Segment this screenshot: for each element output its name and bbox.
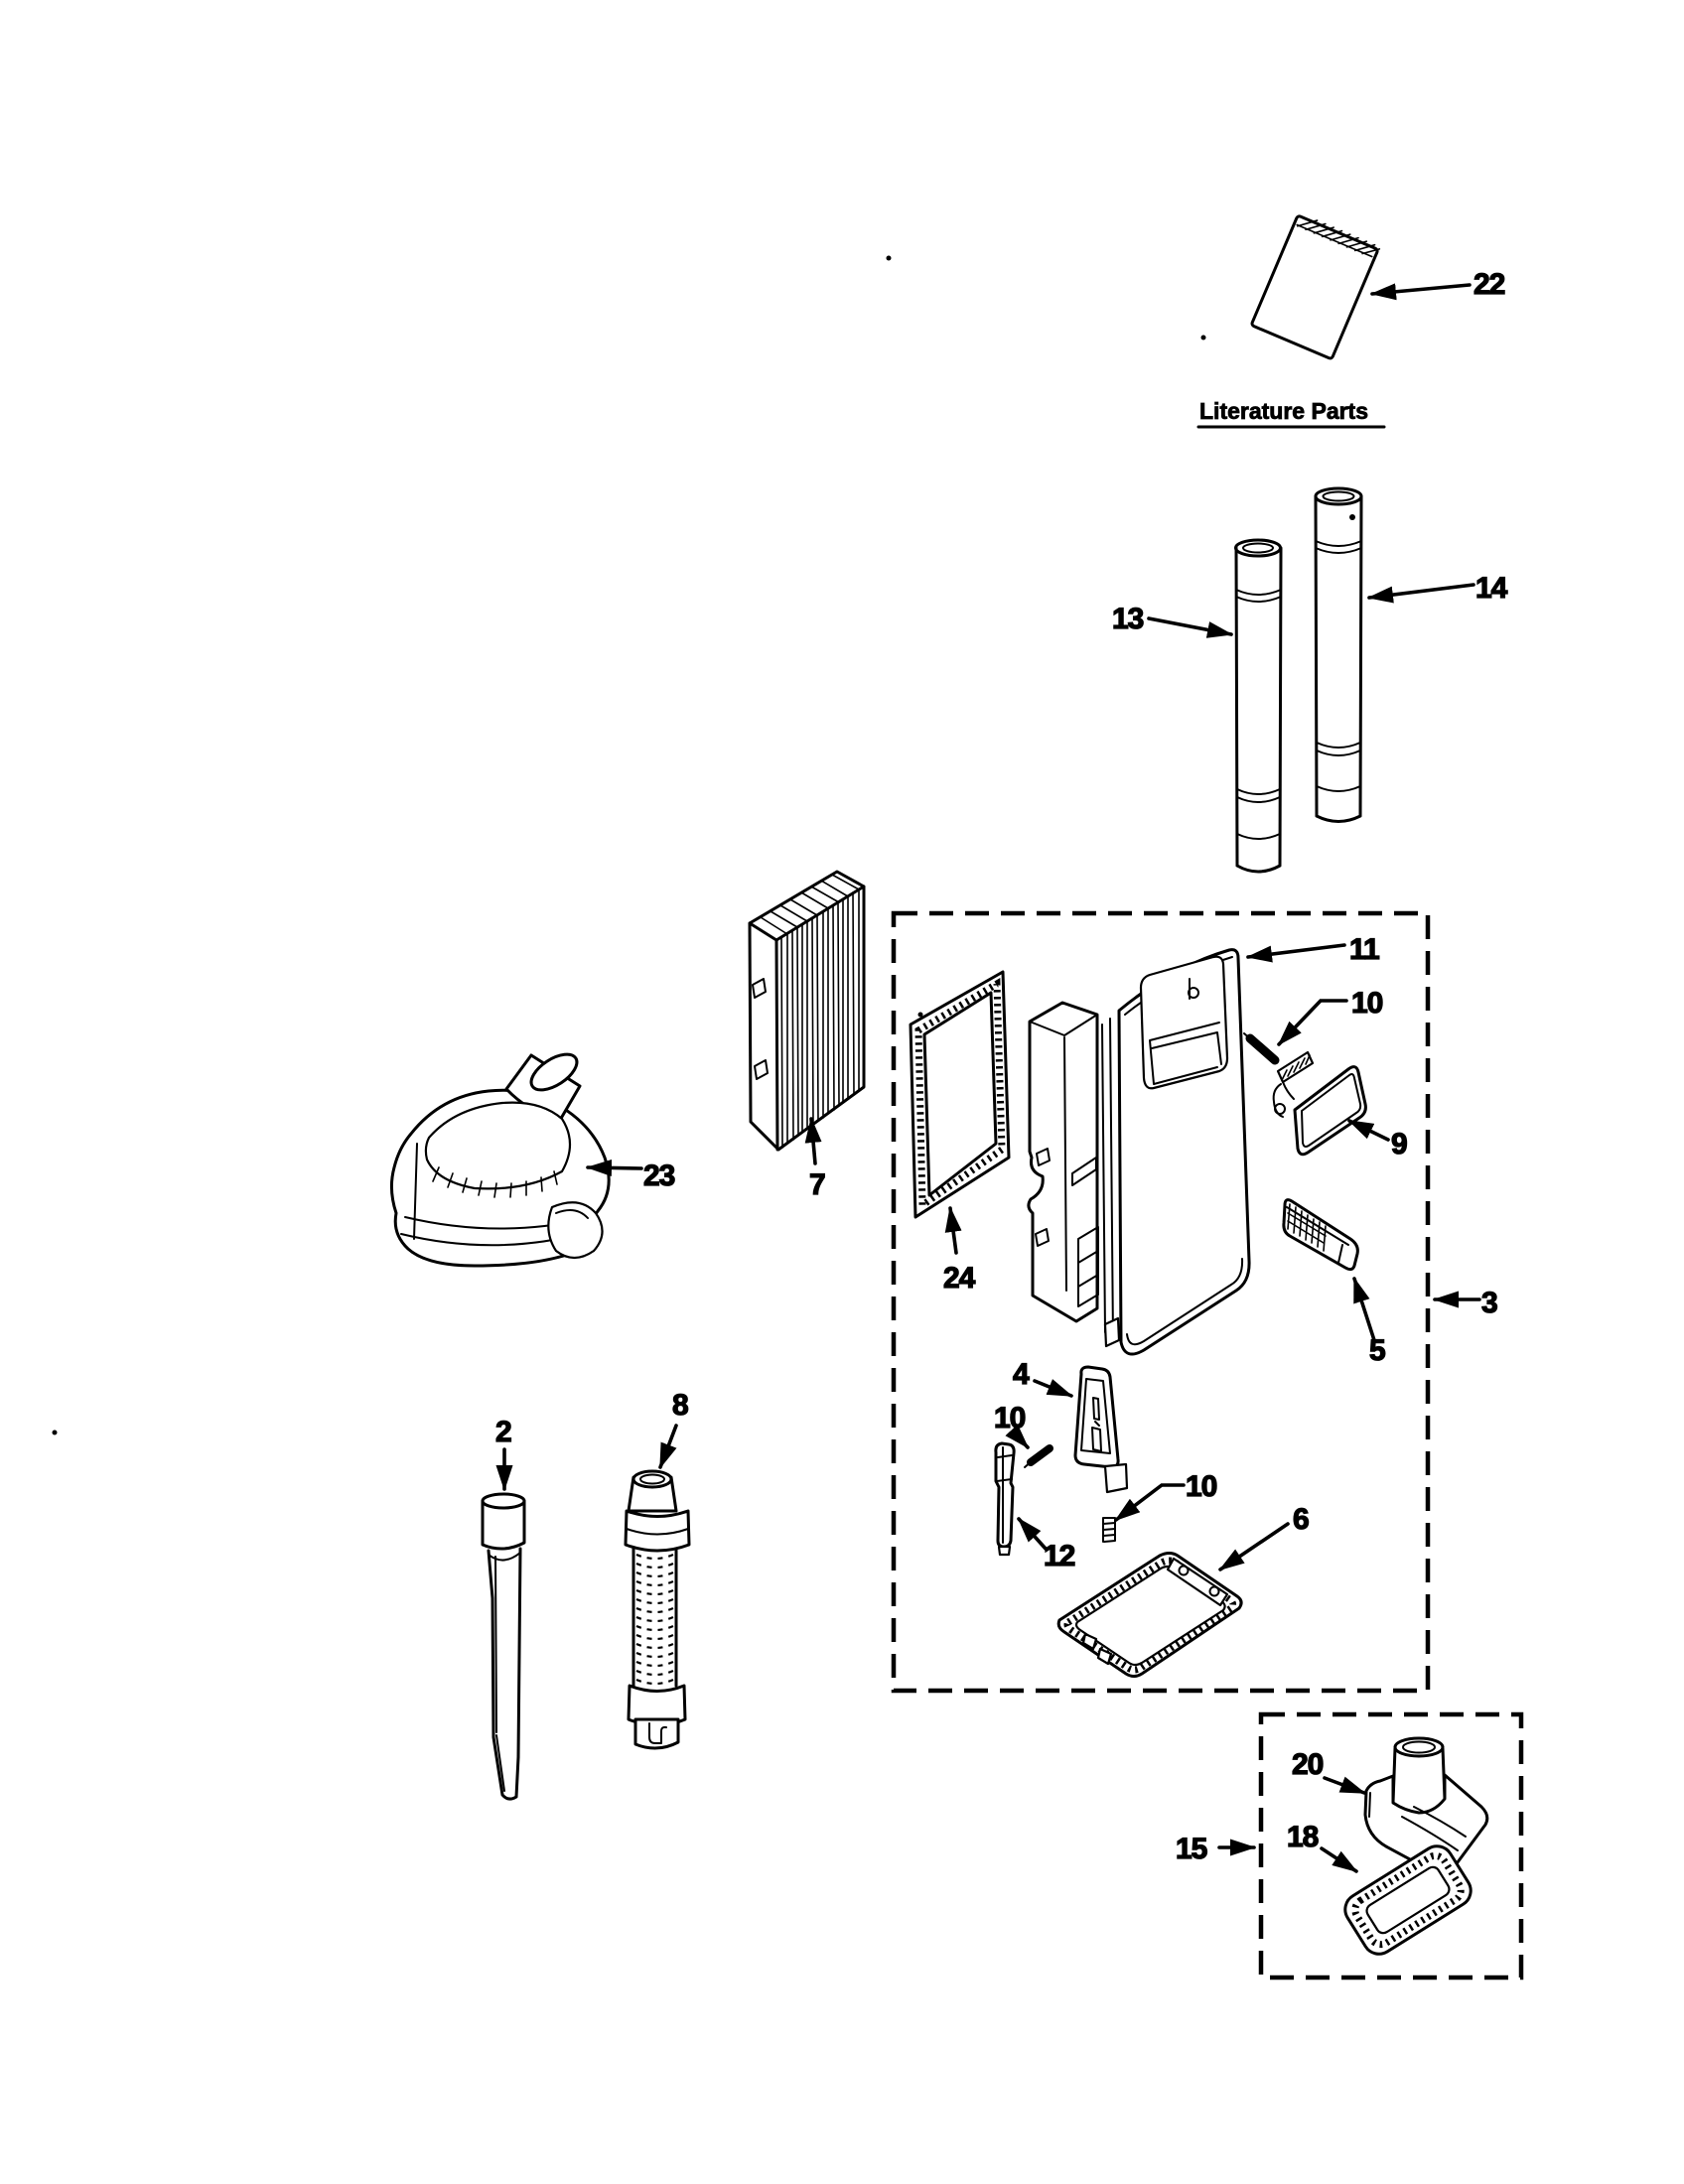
callout-14: 14: [1475, 572, 1507, 605]
callout-3: 3: [1481, 1287, 1497, 1319]
callout-10-spring: 10: [1186, 1470, 1217, 1503]
leader-8: [660, 1426, 676, 1467]
callout-12: 12: [1044, 1540, 1075, 1572]
part-crevice-tool: [483, 1494, 524, 1799]
part-booklet: [1251, 212, 1380, 359]
part-front-cover: [1102, 950, 1249, 1354]
leader-11: [1248, 945, 1344, 957]
leader-22: [1372, 285, 1470, 294]
callout-20: 20: [1292, 1748, 1324, 1781]
leader-5: [1354, 1279, 1374, 1340]
callout-10-mid: 10: [994, 1402, 1026, 1434]
callout-15: 15: [1176, 1833, 1207, 1865]
leader-14: [1369, 585, 1474, 598]
leader-20: [1325, 1778, 1364, 1793]
callout-13: 13: [1112, 603, 1144, 635]
callout-18: 18: [1287, 1821, 1319, 1853]
part-rear-housing: [1029, 1003, 1098, 1321]
leader-24: [950, 1208, 956, 1253]
callout-23: 23: [643, 1160, 675, 1192]
callout-5: 5: [1369, 1334, 1385, 1367]
part-base-tray: [1058, 1554, 1241, 1677]
callout-6: 6: [1293, 1503, 1309, 1536]
leader-23: [588, 1167, 641, 1168]
part-spring: [1103, 1518, 1115, 1542]
leader-9: [1349, 1121, 1388, 1140]
callout-7: 7: [809, 1168, 825, 1201]
callout-11: 11: [1349, 933, 1379, 966]
part-turbo-brush: [391, 1047, 609, 1266]
part-grille: [1284, 1200, 1357, 1270]
leader-10-spring: [1116, 1485, 1184, 1520]
part-hose: [626, 1471, 689, 1748]
part-filter-frame: [911, 972, 1009, 1217]
callout-10-upper: 10: [1351, 987, 1383, 1020]
leader-7: [811, 1119, 815, 1163]
leader-12: [1019, 1519, 1046, 1549]
callout-2: 2: [495, 1416, 511, 1448]
part-door: [1274, 1052, 1366, 1155]
leader-10-mid: [1015, 1433, 1028, 1447]
part-pin-upper: [1244, 1033, 1275, 1060]
section-title: Literature Parts: [1199, 398, 1369, 424]
leader-10-upper: [1279, 1001, 1346, 1044]
callout-9: 9: [1391, 1128, 1407, 1160]
part-filter: [750, 872, 864, 1150]
part-wand-14: [1316, 488, 1361, 822]
part-latch: [996, 1443, 1014, 1555]
part-wand-13: [1236, 540, 1282, 872]
leader-4: [1035, 1381, 1071, 1396]
callout-24: 24: [943, 1262, 975, 1295]
leader-13: [1149, 618, 1231, 634]
callout-8: 8: [672, 1389, 688, 1422]
part-pin-mid: [1025, 1448, 1050, 1467]
leader-6: [1220, 1524, 1288, 1570]
callout-22: 22: [1474, 268, 1505, 301]
part-bracket: [1075, 1367, 1127, 1492]
leader-18: [1322, 1848, 1356, 1871]
callout-4: 4: [1013, 1358, 1029, 1391]
